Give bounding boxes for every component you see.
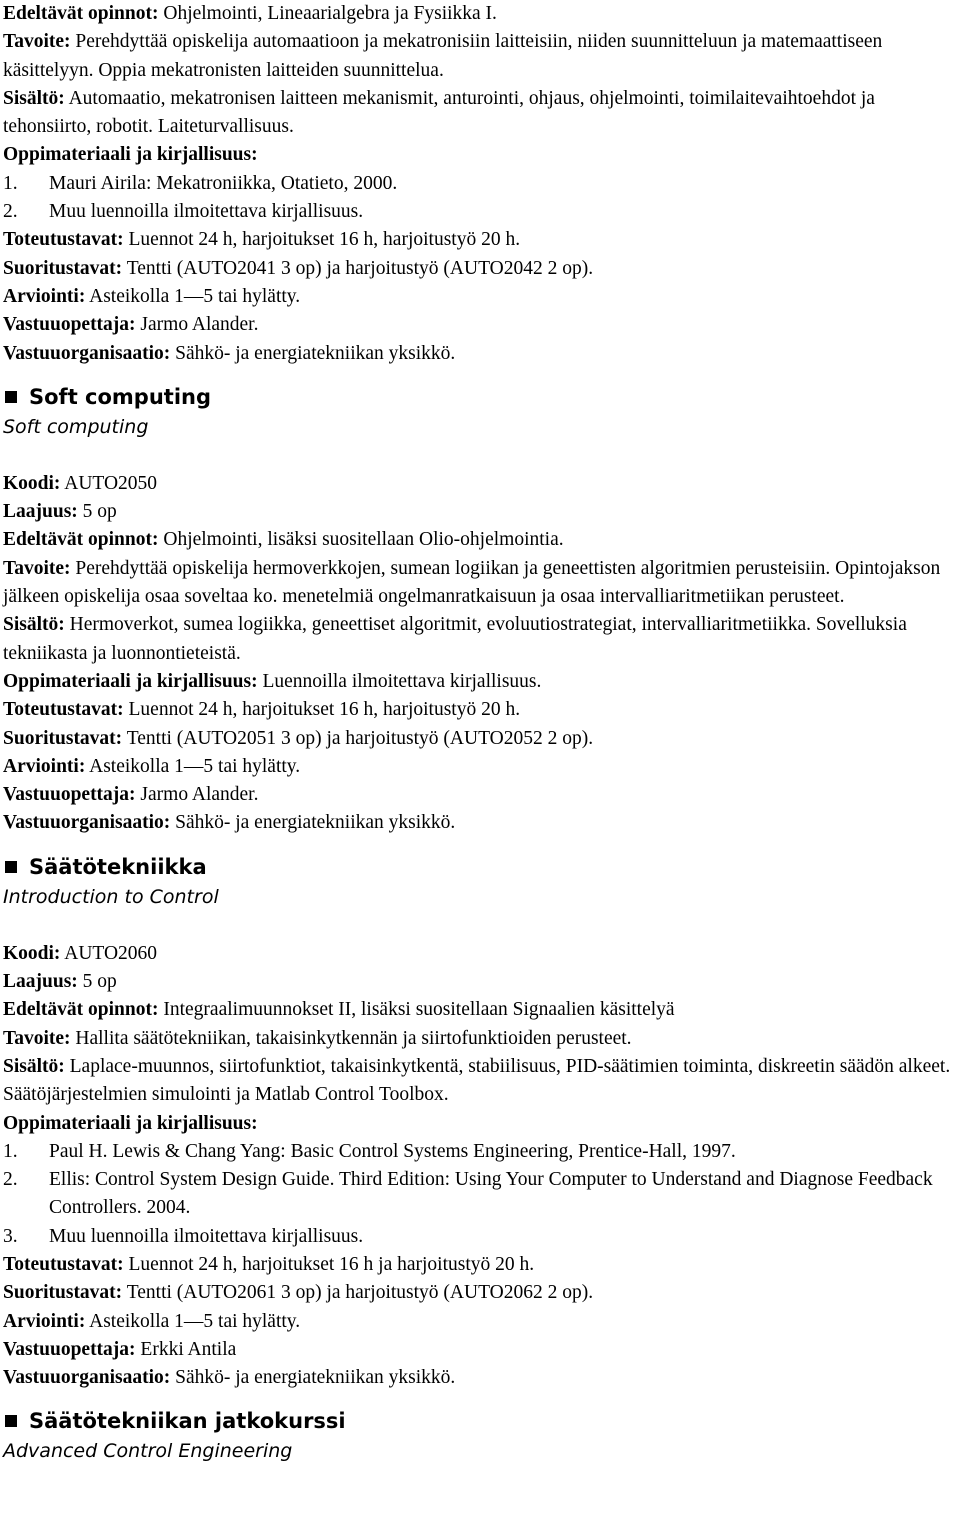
list-item-text: Ellis: Control System Design Guide. Third Edition: Using Your Computer to Understand and Diagnose Feedback Controllers. 2004. [49, 1169, 933, 1219]
performance [3, 1279, 957, 1307]
course-scope-value: 5 op [77, 971, 117, 993]
responsible-organisation-value: Sähkö- ja energiatekniikan yksikkö. [170, 812, 456, 834]
goal-value: Hallita säätötekniikan, takaisinkytkennän ja siirtofunktioiden perusteet. [70, 1027, 632, 1049]
course-scope-label: Laajuus: [3, 501, 78, 523]
prerequisites-value: Integraalimuunnokset II, lisäksi suositellaan Signaalien käsittelyä [158, 999, 675, 1021]
responsible-teacher-label: Vastuuopettaja: [3, 1338, 136, 1360]
list-item [3, 170, 957, 198]
course-code-value: AUTO2050 [60, 472, 158, 494]
list-item-number: 1. [3, 172, 18, 194]
materials-list [3, 170, 957, 227]
implementation-value: Luennot 24 h, harjoitukset 16 h ja harjoitustyö 20 h. [123, 1253, 535, 1275]
implementation-label: Toteutustavat: [3, 699, 124, 721]
course-mechatronics-continued [3, 0, 957, 368]
responsible-teacher [3, 781, 957, 809]
responsible-teacher [3, 311, 957, 339]
performance-value: Tentti (AUTO2041 3 op) ja harjoitustyö (AUTO2042 2 op). [122, 257, 594, 279]
implementation-label: Toteutustavat: [3, 1253, 124, 1275]
implementation [3, 696, 957, 724]
responsible-teacher-label: Vastuuopettaja: [3, 784, 136, 806]
content [3, 611, 957, 668]
evaluation [3, 283, 957, 311]
course-advanced-control [3, 1406, 957, 1466]
prerequisites-label: Edeltävät opinnot: [3, 529, 159, 551]
implementation [3, 226, 957, 254]
content-label: Sisältö: [3, 87, 65, 109]
course-control-engineering [3, 852, 957, 1393]
responsible-organisation [3, 809, 957, 837]
section-heading [3, 852, 957, 882]
course-catalog-page [3, 0, 957, 1494]
section-heading [3, 382, 957, 412]
section-title: Säätötekniikan jatkokurssi [29, 1409, 346, 1434]
course-code [3, 470, 957, 498]
materials-list [3, 1138, 957, 1251]
responsible-organisation-label: Vastuuorganisaatio: [3, 1367, 171, 1389]
list-item-number: 2. [3, 201, 18, 223]
list-item-number: 2. [3, 1169, 18, 1191]
content-label: Sisältö: [3, 614, 65, 636]
performance [3, 255, 957, 283]
responsible-teacher-value: Jarmo Alander. [135, 784, 259, 806]
list-item-text: Muu luennoilla ilmoitettava kirjallisuus. [49, 201, 364, 223]
prerequisites-label: Edeltävät opinnot: [3, 999, 159, 1021]
goal-value: Perehdyttää opiskelija hermoverkkojen, sumean logiikan ja geneettisten algoritmien perusteisiin. Opintojakson jälkeen opiskelija osaa soveltaa ko. menetelmiä ongelmanratkaisuun ja osaa intervalliaritmetiikan perusteet. [3, 557, 941, 608]
evaluation-value: Asteikolla 1—5 tai hylätty. [85, 285, 301, 307]
course-scope-value: 5 op [77, 501, 117, 523]
evaluation [3, 1308, 957, 1336]
square-bullet-icon [5, 1415, 17, 1427]
implementation-value: Luennot 24 h, harjoitukset 16 h, harjoitustyö 20 h. [123, 229, 521, 251]
evaluation-value: Asteikolla 1—5 tai hylätty. [85, 755, 301, 777]
goal-label: Tavoite: [3, 1027, 71, 1049]
responsible-teacher-label: Vastuuopettaja: [3, 314, 136, 336]
section-subtitle: Advanced Control Engineering [3, 1440, 293, 1463]
responsible-teacher-value: Jarmo Alander. [135, 314, 259, 336]
responsible-teacher-value: Erkki Antila [135, 1338, 237, 1360]
course-scope [3, 968, 957, 996]
square-bullet-icon [5, 391, 17, 403]
implementation-value: Luennot 24 h, harjoitukset 16 h, harjoitustyö 20 h. [123, 699, 521, 721]
list-item [3, 1138, 957, 1166]
materials-label: Oppimateriaali ja kirjallisuus: [3, 670, 258, 692]
prerequisites [3, 0, 957, 28]
responsible-organisation-value: Sähkö- ja energiatekniikan yksikkö. [170, 342, 456, 364]
list-item-text: Muu luennoilla ilmoitettava kirjallisuus. [49, 1225, 364, 1247]
course-soft-computing [3, 382, 957, 838]
list-item-number: 3. [3, 1225, 18, 1247]
list-item-number: 1. [3, 1140, 18, 1162]
responsible-organisation-label: Vastuuorganisaatio: [3, 812, 171, 834]
materials-label: Oppimateriaali ja kirjallisuus: [3, 144, 258, 166]
performance-label: Suoritustavat: [3, 1282, 123, 1304]
responsible-organisation [3, 340, 957, 368]
implementation [3, 1251, 957, 1279]
evaluation-label: Arviointi: [3, 285, 86, 307]
materials-label: Oppimateriaali ja kirjallisuus: [3, 1112, 258, 1134]
performance [3, 725, 957, 753]
list-item [3, 198, 957, 226]
content-label: Sisältö: [3, 1055, 65, 1077]
content-value: Automaatio, mekatronisen laitteen mekanismit, anturointi, ohjaus, ohjelmointi, toimilaitevaihtoehdot ja tehonsiirto, robotit. Laiteturvallisuus. [3, 87, 875, 138]
prerequisites [3, 996, 957, 1024]
list-item-text: Mauri Airila: Mekatroniikka, Otatieto, 2000. [49, 172, 398, 194]
course-code-label: Koodi: [3, 472, 61, 494]
section-subtitle: Introduction to Control [3, 885, 219, 908]
prerequisites-value: Ohjelmointi, lisäksi suositellaan Olio-ohjelmointia. [158, 529, 564, 551]
list-item [3, 1223, 957, 1251]
materials-value: Luennoilla ilmoitettava kirjallisuus. [257, 670, 542, 692]
evaluation [3, 753, 957, 781]
square-bullet-icon [5, 861, 17, 873]
responsible-organisation-label: Vastuuorganisaatio: [3, 342, 171, 364]
materials [3, 668, 957, 696]
evaluation-label: Arviointi: [3, 755, 86, 777]
goal-label: Tavoite: [3, 31, 71, 53]
evaluation-value: Asteikolla 1—5 tai hylätty. [85, 1310, 301, 1332]
goal-label: Tavoite: [3, 557, 71, 579]
responsible-organisation [3, 1364, 957, 1392]
evaluation-label: Arviointi: [3, 1310, 86, 1332]
performance-value: Tentti (AUTO2051 3 op) ja harjoitustyö (AUTO2052 2 op). [122, 727, 594, 749]
content-value: Hermoverkot, sumea logiikka, geneettiset algoritmit, evoluutiostrategiat, intervalliaritmetiikka. Sovelluksia tekniikasta ja luonnontieteistä. [3, 614, 907, 664]
section-heading [3, 1406, 957, 1436]
content [3, 85, 957, 142]
section-subtitle: Soft computing [3, 415, 149, 438]
section-title: Säätötekniikka [29, 854, 207, 879]
goal [3, 1025, 957, 1053]
section-title: Soft computing [29, 384, 211, 409]
goal [3, 28, 957, 85]
implementation-label: Toteutustavat: [3, 229, 124, 251]
goal [3, 555, 957, 612]
list-item-text: Paul H. Lewis & Chang Yang: Basic Control Systems Engineering, Prentice-Hall, 1997. [49, 1140, 736, 1162]
course-code [3, 940, 957, 968]
prerequisites [3, 526, 957, 554]
performance-label: Suoritustavat: [3, 257, 123, 279]
performance-value: Tentti (AUTO2061 3 op) ja harjoitustyö (AUTO2062 2 op). [122, 1282, 594, 1304]
course-code-label: Koodi: [3, 942, 61, 964]
course-scope-label: Laajuus: [3, 971, 78, 993]
performance-label: Suoritustavat: [3, 727, 123, 749]
content-value: Laplace-muunnos, siirtofunktiot, takaisinkytkentä, stabiilisuus, PID-säätimien toiminta, diskreetin säädön alkeet. Säätöjärjestelmien simulointi ja Matlab Control Toolbox. [3, 1055, 951, 1106]
prerequisites-label: Edeltävät opinnot: [3, 3, 159, 24]
course-scope [3, 498, 957, 526]
prerequisites-value: Ohjelmointi, Lineaarialgebra ja Fysiikka I. [158, 3, 497, 24]
content [3, 1053, 957, 1110]
responsible-organisation-value: Sähkö- ja energiatekniikan yksikkö. [170, 1367, 456, 1389]
goal-value: Perehdyttää opiskelija automaatioon ja mekatronisiin laitteisiin, niiden suunnitteluun ja matemaattiseen käsittelyyn. Oppia mekatronisten laitteiden suunnittelua. [3, 31, 883, 81]
responsible-teacher [3, 1336, 957, 1364]
list-item [3, 1166, 957, 1223]
course-code-value: AUTO2060 [60, 942, 158, 964]
